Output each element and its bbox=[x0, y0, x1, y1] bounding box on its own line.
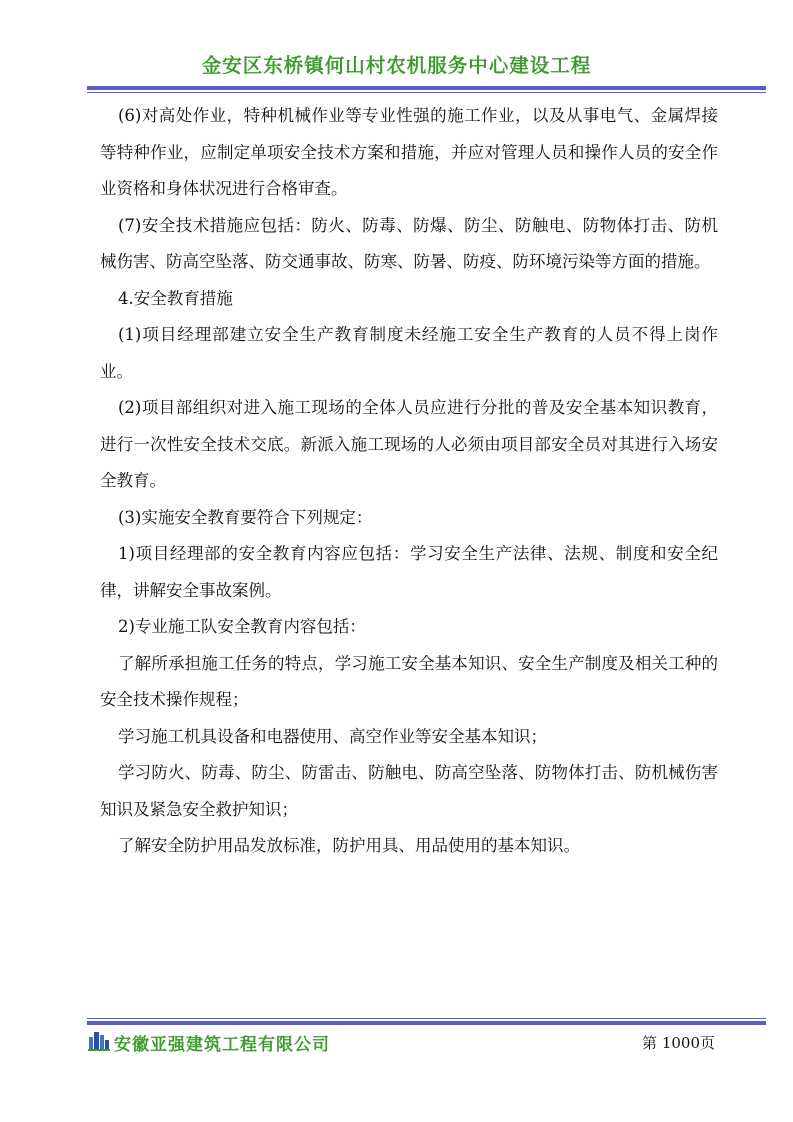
paragraph: (6)对高处作业，特种机械作业等专业性强的施工作业，以及从事电气、金属焊接等特种作业，应制定单项安全技术方案和措施，并应对管理人员和操作人员的安全作业资格和身体状况进行合格审查。 bbox=[100, 106, 718, 198]
header-rule-thick bbox=[87, 86, 766, 90]
paragraph: 了解所承担施工任务的特点，学习施工安全基本知识、安全生产制度及相关工种的安全技术操作规程； bbox=[100, 653, 718, 709]
paragraph: 2)专业施工队安全教育内容包括： bbox=[118, 617, 366, 636]
document-body bbox=[100, 98, 718, 865]
paragraph: 了解安全防护用品发放标准，防护用具、用品使用的基本知识。 bbox=[118, 836, 580, 855]
paragraph: (3)实施安全教育要符合下列规定： bbox=[118, 507, 373, 527]
paragraph: (2)项目部组织对进入施工现场的全体人员应进行分批的普及安全基本知识教育，进行一次性安全技术交底。新派入施工现场的人必须由项目部安全员对其进行入场安全教育。 bbox=[100, 398, 718, 490]
footer-rule-thick bbox=[87, 1021, 766, 1025]
page-number: 第 1000页 bbox=[642, 1034, 715, 1052]
paragraph: 学习防火、防毒、防尘、防雷击、防触电、防高空坠落、防物体打击、防机械伤害知识及紧急安全救护知识； bbox=[100, 763, 718, 819]
paragraph: 学习施工机具设备和电器使用、高空作业等安全基本知识； bbox=[118, 726, 547, 746]
paragraph: (1)项目经理部建立安全生产教育制度未经施工安全生产教育的人员不得上岗作业。 bbox=[100, 325, 718, 381]
footer-company-name: 安徽亚强建筑工程有限公司 bbox=[114, 1035, 330, 1055]
header-rule-thin bbox=[87, 92, 766, 93]
footer-rule-thin bbox=[87, 1018, 766, 1019]
document-header-title: 金安区东桥镇何山村农机服务中心建设工程 bbox=[201, 54, 592, 77]
section-heading: 4.安全教育措施 bbox=[118, 288, 233, 308]
paragraph: (7)安全技术措施应包括：防火、防毒、防爆、防尘、防触电、防物体打击、防机械伤害、防高空坠落、防交通事故、防寒、防暑、防疫、防环境污染等方面的措施。 bbox=[100, 215, 718, 271]
building-logo-icon bbox=[88, 1029, 110, 1051]
paragraph: 1)项目经理部的安全教育内容应包括：学习安全生产法律、法规、制度和安全纪律，讲解安全事故案例。 bbox=[100, 544, 718, 600]
